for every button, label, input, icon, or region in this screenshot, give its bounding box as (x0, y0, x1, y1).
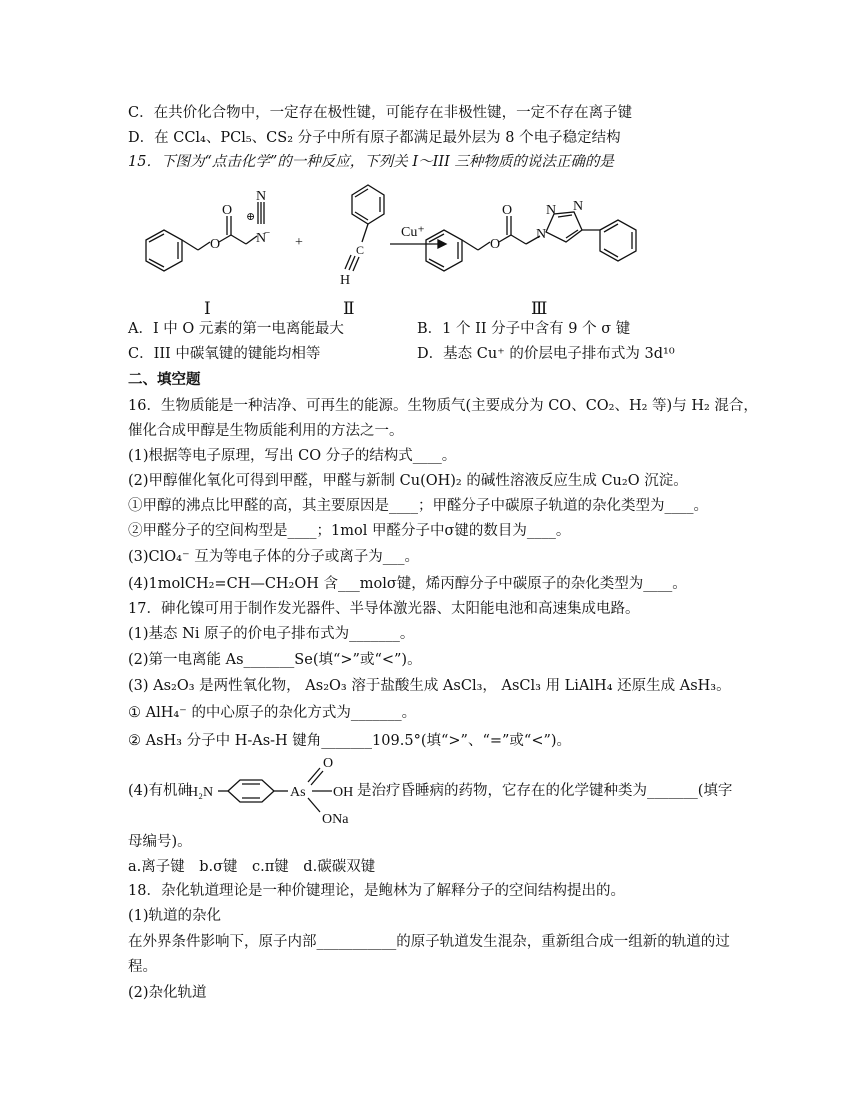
option-d-q14: D．在 CCl₄、PCl₅、CS₂ 分子中所有原子都满足最外层为 8 个电子稳定结构 (128, 130, 621, 146)
q17-part1: (1)基态 Ni 原子的价电子排布式为_______。 (128, 626, 415, 642)
question-16: 16．生物质能是一种洁净、可再生的能源。生物质气(主要成分为 CO、CO₂、H₂ 等)与 H₂ 混合， (128, 398, 758, 414)
q16-part2a: ①甲醇的沸点比甲醛的高，其主要原因是____；甲醛分子中碳原子轨道的杂化类型为____。 (128, 498, 708, 514)
label-compound-2: Ⅱ (343, 299, 355, 318)
label-compound-3: Ⅲ (531, 299, 548, 318)
q16-part4: (4)1molCH₂=CH—CH₂OH 含___molσ键，烯丙醇分子中碳原子的杂化类型为____。 (128, 576, 687, 592)
q16-part2b: ②甲醛分子的空间构型是____；1mol 甲醛分子中σ键的数目为____。 (128, 523, 571, 539)
q18-part1: (1)轨道的杂化 (128, 908, 222, 924)
question-15: 15．下图为“点击化学”的一种反应，下列关 I～III 三种物质的说法正确的是 (128, 154, 614, 170)
hydroxyl-group: OH (333, 785, 354, 800)
question-16-cont: 催化合成甲醇是生物质能利用的方法之一。 (128, 423, 404, 439)
q17-options: a.离子键 b.σ键 c.π键 d.碳碳双键 (128, 859, 376, 875)
atom-o: O (210, 237, 221, 252)
plus-sign: + (295, 235, 303, 250)
amino-group: H₂N (188, 785, 214, 800)
atom-o: O (502, 203, 513, 218)
label-compound-1: Ⅰ (204, 299, 211, 318)
question-18: 18．杂化轨道理论是一种价键理论，是鲍林为了解释分子的空间结构提出的。 (128, 883, 625, 899)
arsenic-atom: As (290, 785, 306, 800)
q16-part1: (1)根据等电子原理，写出 CO 分子的结构式____。 (128, 448, 457, 464)
atom-n: N (256, 189, 267, 204)
catalyst-label: Cu⁺ (401, 225, 425, 240)
q17-part3b: ② AsH₃ 分子中 H-As-H 键角_______109.5°(填“>”、“=”或“<”)。 (128, 733, 572, 749)
option-a-q15: A．I 中 O 元素的第一电离能最大 (128, 321, 344, 337)
q17-part3a: ① AlH₄⁻ 的中心原子的杂化方式为_______。 (128, 705, 417, 721)
option-c-q15: C．III 中碳氧键的键能均相等 (128, 346, 321, 362)
click-chemistry-scheme (118, 180, 678, 320)
atom-n: N (256, 231, 267, 246)
svg-text:⊕: ⊕ (246, 211, 256, 223)
q17-part4-cont: 母编号)。 (128, 834, 192, 850)
option-c-q14: C．在共价化合物中，一定存在极性键，可能存在非极性键，一定不存在离子键 (128, 105, 633, 121)
q17-part3: (3) As₂O₃ 是两性氧化物， As₂O₃ 溶于盐酸生成 AsCl₃， AsCl₃ 用 LiAlH₄ 还原生成 AsH₃。 (128, 678, 731, 694)
atom-o: O (222, 203, 233, 218)
q18-part1-text: 在外界条件影响下，原子内部___________的原子轨道发生混杂，重新组合成一组新的轨道的过 (128, 934, 730, 950)
atom-o: O (490, 237, 501, 252)
organic-arsenic-structure (188, 752, 368, 828)
q18-part2: (2)杂化轨道 (128, 985, 207, 1001)
q16-part3: (3)ClO₄⁻ 互为等电子体的分子或离子为___。 (128, 549, 419, 565)
question-17: 17．砷化镍可用于制作发光器件、半导体激光器、太阳能电池和高速集成电路。 (128, 601, 640, 617)
sodium-oxide-group: ONa (322, 812, 349, 827)
option-b-q15: B．1 个 II 分子中含有 9 个 σ 键 (417, 321, 631, 337)
atom-h: H (340, 273, 351, 288)
option-d-q15: D．基态 Cu⁺ 的价层电子排布式为 3d¹⁰ (417, 346, 675, 362)
q17-part4-suffix: 是治疗昏睡病的药物，它存在的化学键种类为_______(填字 (357, 783, 733, 799)
q17-part2: (2)第一电离能 As_______Se(填“>”或“<”)。 (128, 652, 422, 668)
q18-part1-cont: 程。 (128, 959, 157, 975)
oxo-group: O (323, 756, 334, 771)
atom-n: N (536, 227, 547, 242)
section-heading: 二、填空题 (128, 371, 201, 388)
q17-part4-prefix: (4)有机砷 (128, 783, 193, 799)
q16-part2: (2)甲醇催化氧化可得到甲醛，甲醛与新制 Cu(OH)₂ 的碱性溶液反应生成 Cu₂O 沉淀。 (128, 473, 688, 489)
atom-n: N (546, 203, 557, 218)
svg-text:−: − (264, 227, 271, 239)
atom-c: C (356, 243, 365, 257)
atom-n: N (573, 199, 584, 214)
